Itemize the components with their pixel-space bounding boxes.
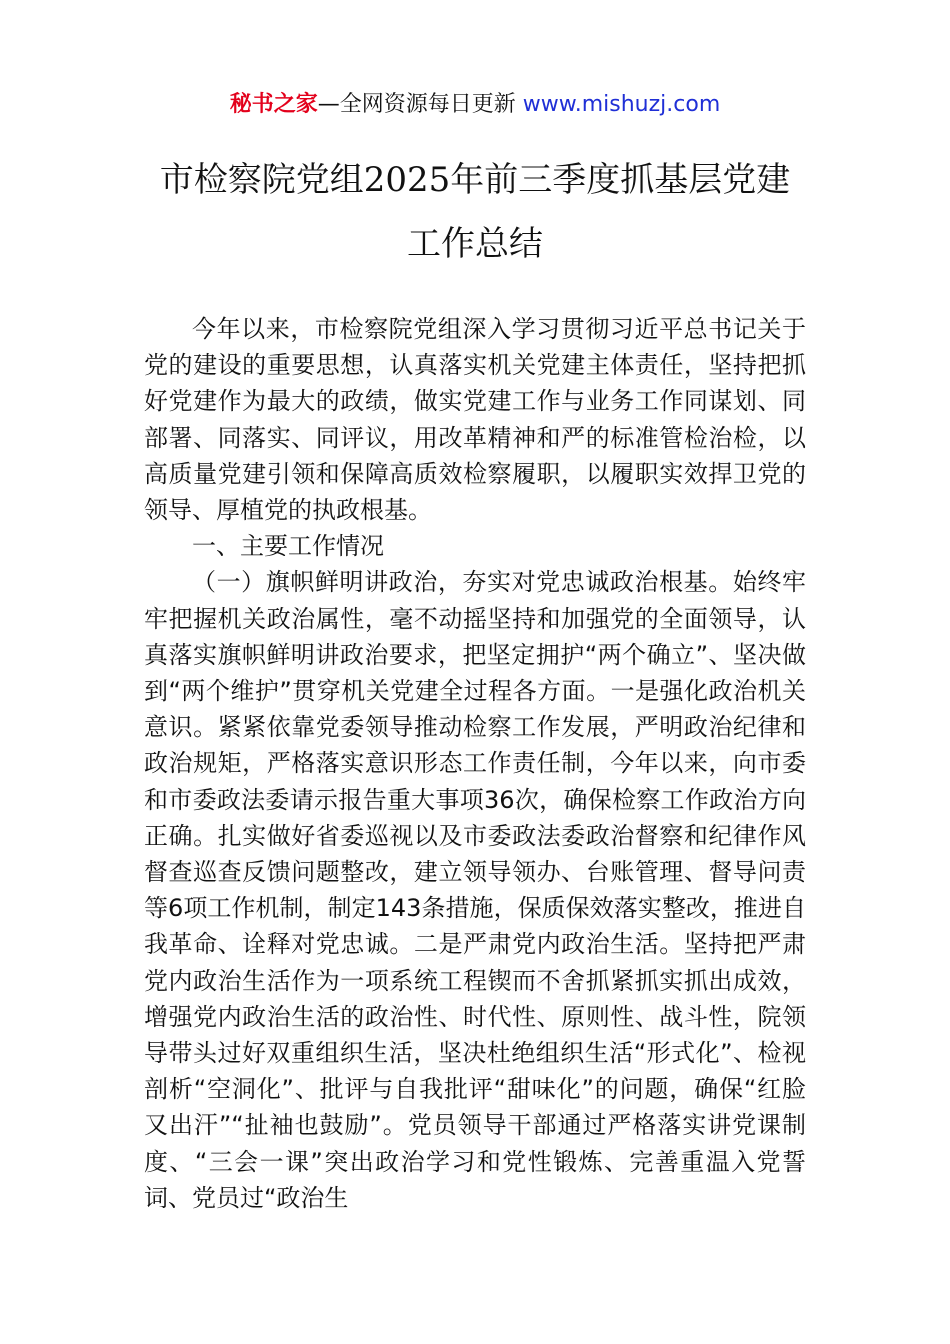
section-heading: 一、主要工作情况: [192, 532, 384, 561]
site-header: [0, 88, 950, 122]
document-title: [100, 148, 850, 276]
document-title-line-1: 市检察院党组2025年前三季度抓基层党建: [159, 160, 791, 200]
site-tagline: —全网资源每日更新: [317, 92, 516, 117]
site-brand: 秘书之家: [229, 92, 318, 117]
body-paragraph: （一）旗帜鲜明讲政治，夯实对党忠诚政治根基。始终牢牢把握机关政治属性，毫不动摇坚持和加强党的全面领导，认真落实旗帜鲜明讲政治要求，把坚定拥护“两个确立”、坚决做到“两个维护”贯穿机关党建全过程各方面。一是强化政治机关意识。紧紧依靠党委领导推动检察工作发展，严明政治纪律和政治规矩，严格落实意识形态工作责任制，今年以来，向市委和市委政法委请示报告重大事项36次，确保检察工作政治方向正确。扎实做好省委巡视以及市委政法委政治督察和纪律作风督查巡查反馈问题整改，建立领导领办、台账管理、督导问责等6项工作机制，制定143条措施，保质保效落实整改，推进自我革命、诠释对党忠诚。二是严肃党内政治生活。坚持把严肃党内政治生活作为一项系统工程锲而不舍抓紧抓实抓出成效，增强党内政治生活的政治性、时代性、原则性、战斗性，院领导带头过好双重组织生活，坚决杜绝组织生活“形式化”、检视剖析“空洞化”、批评与自我批评“甜味化”的问题，确保“红脸又出汗”“扯袖也鼓励”。党员领导干部通过严格落实讲党课制度、“三会一课”突出政治学习和党性锻炼、完善重温入党誓词、党员过“政治生: [144, 568, 806, 1212]
site-url-link[interactable]: www.mishuzj.com: [522, 92, 721, 117]
document-title-line-2: 工作总结: [407, 224, 543, 264]
intro-paragraph: 今年以来，市检察院党组深入学习贯彻习近平总书记关于党的建设的重要思想，认真落实机关党建主体责任，坚持把抓好党建作为最大的政绩，做实党建工作与业务工作同谋划、同部署、同落实、同评议，用改革精神和严的标准管检治检，以高质量党建引领和保障高质效检察履职，以履职实效捍卫党的领导、厚植党的执政根基。: [144, 315, 806, 525]
document-body: [144, 311, 806, 1216]
